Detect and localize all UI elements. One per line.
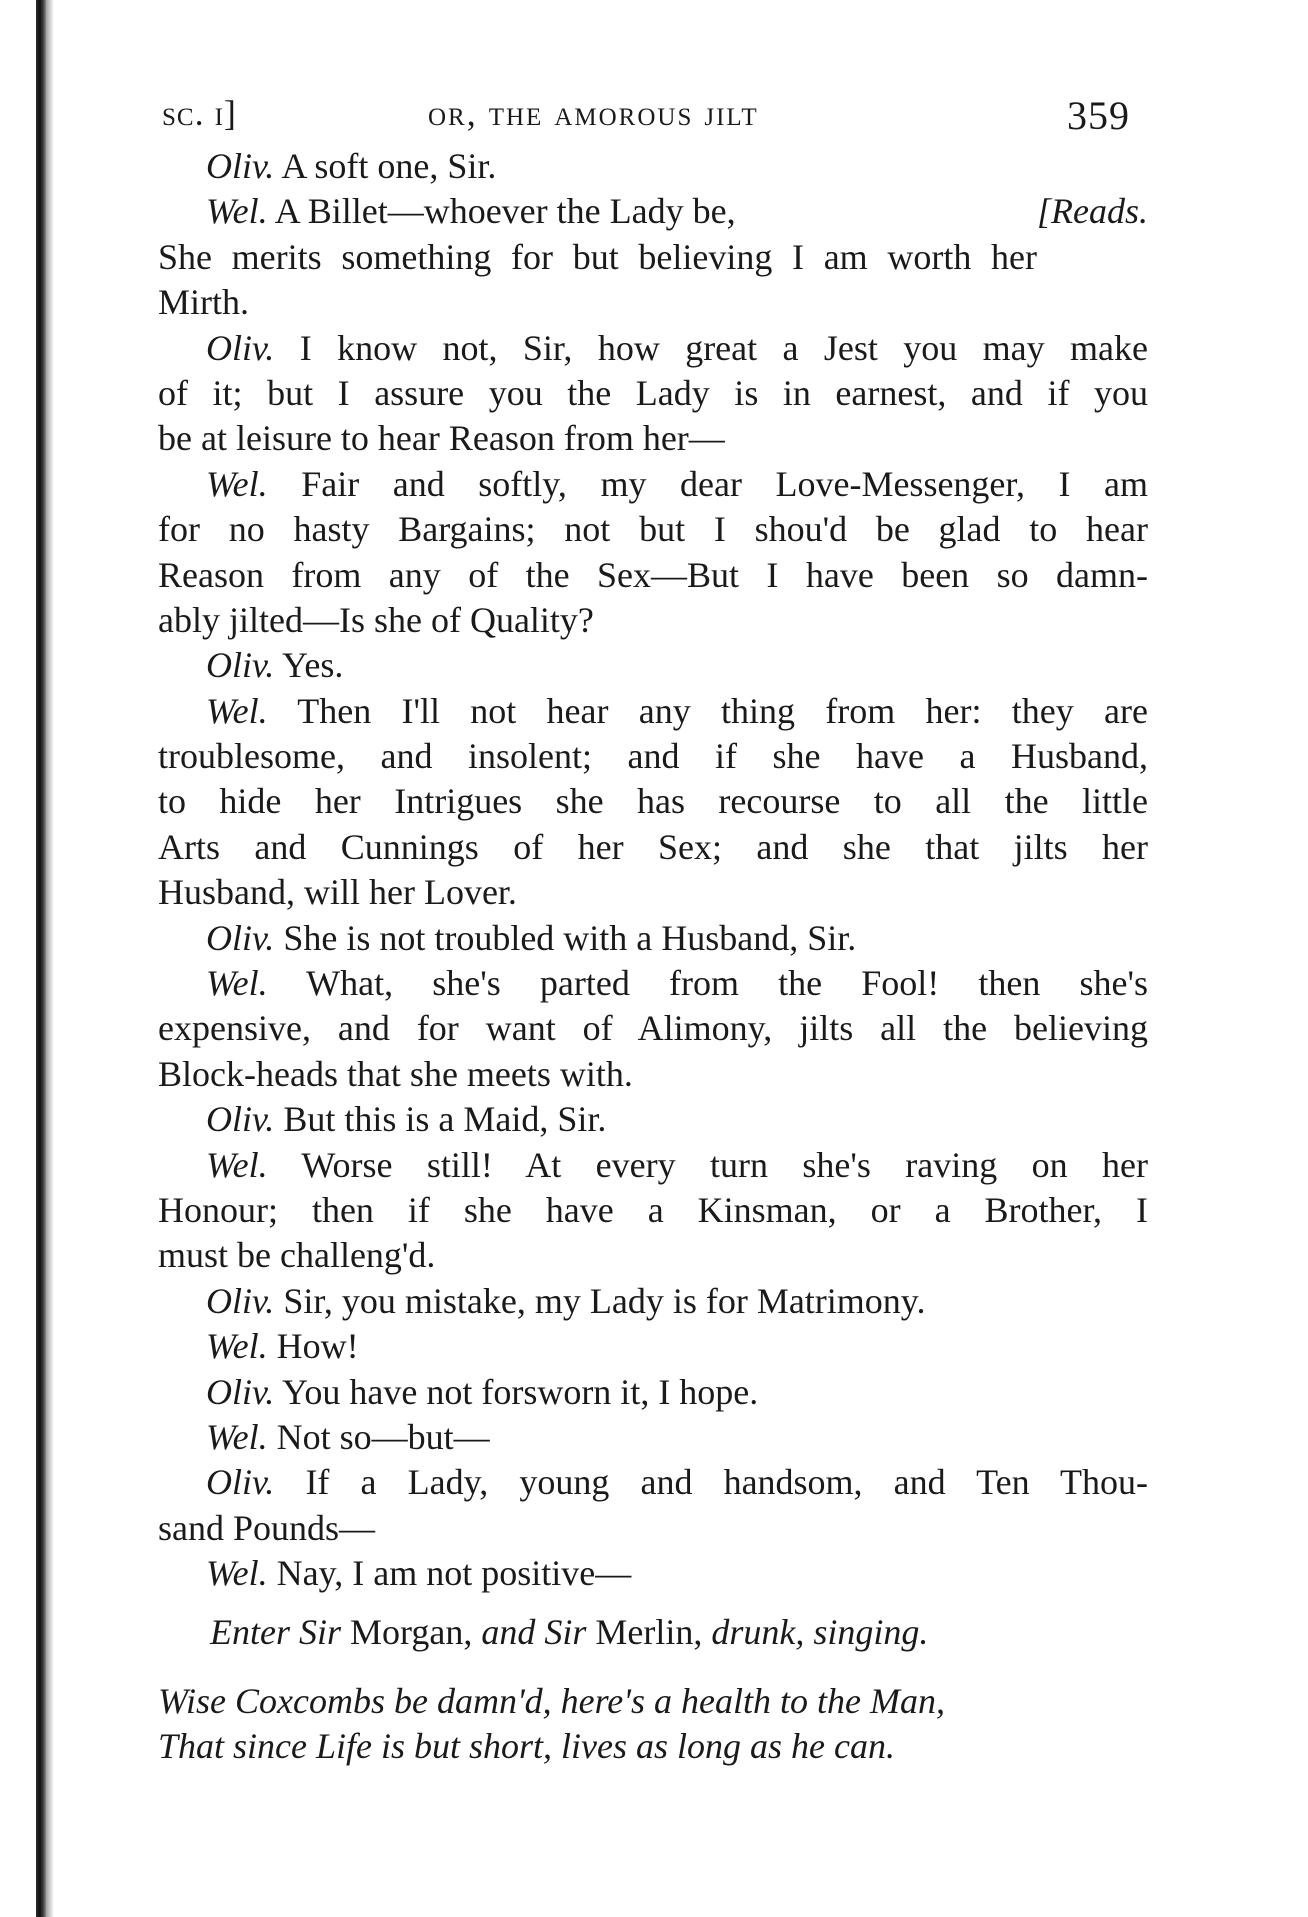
text-line bbox=[158, 961, 1148, 1006]
entrance-character-merlin: Merlin, bbox=[595, 1611, 703, 1652]
text-line bbox=[158, 689, 1148, 734]
speaker-name: Oliv. bbox=[206, 645, 275, 686]
text-line bbox=[158, 779, 1148, 824]
speaker-name: Oliv. bbox=[206, 1462, 275, 1503]
book-page bbox=[158, 88, 1148, 1769]
speaker-name: Wel. bbox=[206, 463, 268, 504]
line-text: expensive, and for want of Alimony, jilts all the believing bbox=[158, 1008, 1148, 1049]
line-text: Then I'll not hear any thing from her: they are bbox=[297, 690, 1148, 731]
speaker-name: Wel. bbox=[206, 1416, 268, 1457]
text-line bbox=[158, 1370, 1148, 1415]
text-line bbox=[158, 1279, 1148, 1324]
line-text: Fair and softly, my dear Love-Messenger, I am bbox=[301, 463, 1148, 504]
line-text: Mirth. bbox=[158, 282, 250, 323]
scene-marker: sc. i] bbox=[162, 93, 237, 133]
entrance-character-morgan: Morgan, bbox=[350, 1611, 473, 1652]
stage-direction-reads: [Reads. bbox=[1037, 191, 1148, 232]
text-line bbox=[158, 507, 1148, 552]
speaker-name: Oliv. bbox=[206, 1371, 275, 1412]
line-text: But this is a Maid, Sir. bbox=[283, 1099, 607, 1140]
text-line bbox=[158, 235, 1148, 280]
text-line bbox=[158, 1460, 1148, 1505]
line-text: A soft one, Sir. bbox=[281, 146, 497, 186]
line-text: ably jilted—Is she of Quality? bbox=[158, 599, 594, 640]
text-line bbox=[158, 1006, 1148, 1051]
text-line bbox=[158, 825, 1148, 870]
line-text: She merits something for but believing I am worth her bbox=[158, 236, 1037, 277]
text-line bbox=[158, 326, 1148, 371]
line-text: How! bbox=[276, 1326, 359, 1367]
binding-shadow bbox=[46, 0, 54, 1917]
text-line bbox=[158, 1233, 1148, 1278]
speaker-name: Wel. bbox=[206, 690, 268, 731]
line-text: for no hasty Bargains; not but I shou'd be glad to hear bbox=[158, 509, 1148, 550]
line-text: She is not troubled with a Husband, Sir. bbox=[283, 917, 857, 958]
line-text: What, she's parted from the Fool! then she's bbox=[306, 963, 1148, 1004]
line-text: Yes. bbox=[281, 645, 344, 686]
speaker-name: Oliv. bbox=[206, 327, 275, 368]
running-title: or, the amorous jilt bbox=[428, 93, 759, 133]
speaker-name: Oliv. bbox=[206, 917, 275, 958]
line-text: Reason from any of the Sex—But I have been so damn- bbox=[158, 554, 1148, 595]
line-text: Block-heads that she meets with. bbox=[158, 1053, 633, 1094]
speaker-name: Wel. bbox=[206, 1144, 268, 1185]
text-line bbox=[158, 1097, 1148, 1142]
dialogue-text bbox=[158, 144, 1148, 1597]
line-text: Nay, I am not positive— bbox=[276, 1553, 632, 1594]
text-line bbox=[158, 144, 1148, 189]
line-text: of it; but I assure you the Lady is in earnest, and if you bbox=[158, 372, 1148, 413]
text-line bbox=[158, 1052, 1148, 1097]
speaker-name: Oliv. bbox=[206, 146, 275, 186]
text-line bbox=[158, 1188, 1148, 1233]
line-text: A Billet—whoever the Lady be, bbox=[274, 191, 736, 232]
text-line bbox=[158, 1551, 1148, 1596]
song-verse bbox=[158, 1679, 1148, 1769]
text-line bbox=[158, 553, 1148, 598]
binding-edge bbox=[36, 0, 46, 1917]
page-number: 359 bbox=[1067, 93, 1130, 138]
running-head bbox=[158, 88, 1148, 144]
text-line bbox=[158, 416, 1148, 461]
line-text: I know not, Sir, how great a Jest you may make bbox=[299, 327, 1149, 368]
entrance-manner: drunk, singing. bbox=[711, 1611, 929, 1652]
entrance-and: and Sir bbox=[481, 1611, 587, 1652]
stage-direction-entrance bbox=[158, 1597, 1148, 1667]
song-line: That since Life is but short, lives as long as he can. bbox=[158, 1725, 895, 1766]
line-text: to hide her Intrigues she has recourse to all the little bbox=[158, 781, 1148, 822]
text-line bbox=[158, 280, 1148, 325]
speaker-name: Wel. bbox=[206, 191, 268, 232]
speaker-name: Wel. bbox=[206, 1326, 268, 1367]
line-text: Arts and Cunnings of her Sex; and she that jilts her bbox=[158, 826, 1148, 867]
text-line bbox=[158, 1415, 1148, 1460]
line-text: You have not forsworn it, I hope. bbox=[281, 1371, 759, 1412]
line-text: sand Pounds— bbox=[158, 1507, 376, 1548]
song-line: Wise Coxcombs be damn'd, here's a health to the Man, bbox=[158, 1680, 945, 1721]
text-line bbox=[158, 598, 1148, 643]
text-line bbox=[158, 870, 1148, 915]
line-text: If a Lady, young and handsom, and Ten Thou- bbox=[305, 1462, 1149, 1503]
speaker-name: Oliv. bbox=[206, 1280, 275, 1321]
line-text: be at leisure to hear Reason from her— bbox=[158, 418, 725, 459]
text-line bbox=[158, 916, 1148, 961]
text-line bbox=[158, 1506, 1148, 1551]
line-text: Honour; then if she have a Kinsman, or a Brother, I bbox=[158, 1189, 1148, 1230]
text-line bbox=[158, 189, 1148, 234]
line-text: Worse still! At every turn she's raving on her bbox=[301, 1144, 1148, 1185]
text-line bbox=[158, 1324, 1148, 1369]
entrance-enter: Enter Sir bbox=[210, 1611, 341, 1652]
line-text: troublesome, and insolent; and if she have a Husband, bbox=[158, 736, 1148, 777]
speaker-name: Wel. bbox=[206, 1553, 268, 1594]
text-line bbox=[158, 371, 1148, 416]
line-text: must be challeng'd. bbox=[158, 1235, 436, 1276]
line-text: Husband, will her Lover. bbox=[158, 872, 517, 913]
speaker-name: Oliv. bbox=[206, 1099, 275, 1140]
speaker-name: Wel. bbox=[206, 963, 268, 1004]
line-text: Not so—but— bbox=[276, 1416, 490, 1457]
text-line bbox=[158, 734, 1148, 779]
text-line bbox=[158, 1143, 1148, 1188]
text-line bbox=[158, 462, 1148, 507]
line-text: Sir, you mistake, my Lady is for Matrimony. bbox=[283, 1280, 926, 1321]
text-line bbox=[158, 643, 1148, 688]
